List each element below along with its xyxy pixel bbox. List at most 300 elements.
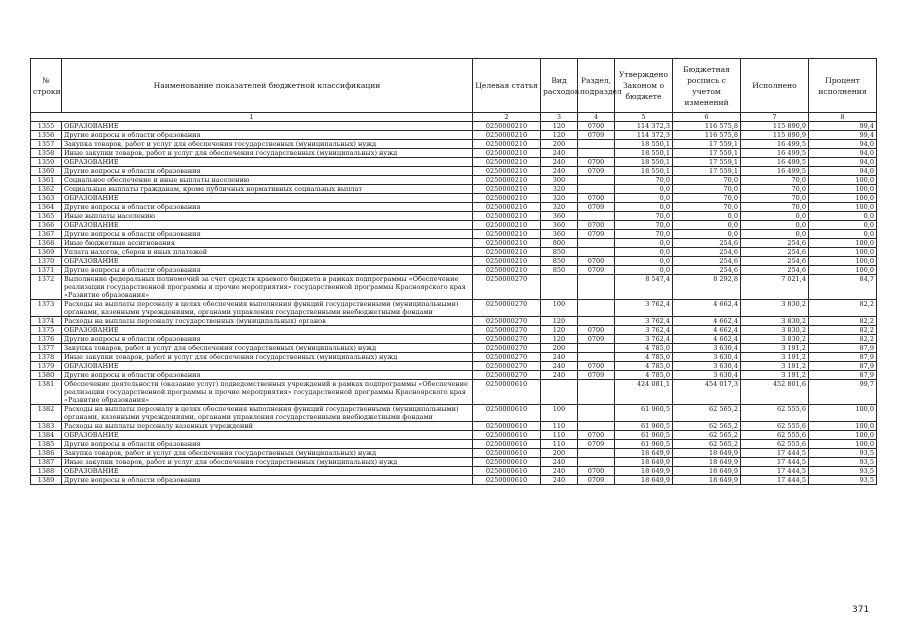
approved-amount: 70,0 xyxy=(615,176,673,185)
schedule-amount: 3 630,4 xyxy=(673,344,741,353)
approved-amount: 8 547,4 xyxy=(615,275,673,300)
executed-amount: 16 499,5 xyxy=(741,158,809,167)
indicator-name: Расходы на выплаты персоналу в целях обеспечения выполнения функций государственными (муниципальными) органами, казенными учреждениями, органами управления государственными внебюджетными фондами xyxy=(62,405,473,422)
section-code xyxy=(578,449,615,458)
executed-amount: 17 444,5 xyxy=(741,449,809,458)
expense-type: 110 xyxy=(541,431,578,440)
execution-percent: 94,0 xyxy=(809,158,877,167)
executed-amount: 115 890,9 xyxy=(741,131,809,140)
section-code xyxy=(578,422,615,431)
expense-type: 800 xyxy=(541,239,578,248)
execution-percent: 82,2 xyxy=(809,335,877,344)
target-article: 0250000210 xyxy=(473,266,541,275)
executed-amount: 3 191,2 xyxy=(741,371,809,380)
target-article: 0250000270 xyxy=(473,335,541,344)
target-article: 0250000610 xyxy=(473,458,541,467)
indicator-name: Другие вопросы в области образования xyxy=(62,371,473,380)
execution-percent: 82,2 xyxy=(809,300,877,317)
approved-amount: 18 550,1 xyxy=(615,140,673,149)
target-article: 0250000270 xyxy=(473,326,541,335)
approved-amount: 18 550,1 xyxy=(615,158,673,167)
execution-percent: 87,9 xyxy=(809,362,877,371)
executed-amount: 3 830,2 xyxy=(741,326,809,335)
executed-amount: 62 555,6 xyxy=(741,440,809,449)
table-row xyxy=(31,476,877,485)
expense-type: 200 xyxy=(541,140,578,149)
schedule-amount: 3 630,4 xyxy=(673,353,741,362)
executed-amount: 70,0 xyxy=(741,185,809,194)
table-row xyxy=(31,440,877,449)
schedule-amount: 62 565,2 xyxy=(673,440,741,449)
row-number: 1386 xyxy=(31,449,62,458)
section-code xyxy=(578,380,615,405)
section-code xyxy=(578,317,615,326)
table-row xyxy=(31,266,877,275)
schedule-amount: 70,0 xyxy=(673,203,741,212)
table-row xyxy=(31,422,877,431)
approved-amount: 18 550,1 xyxy=(615,149,673,158)
column-number: 4 xyxy=(578,113,615,122)
column-number: 3 xyxy=(541,113,578,122)
row-number: 1361 xyxy=(31,176,62,185)
approved-amount: 18 649,9 xyxy=(615,458,673,467)
header-section: Раздел, подраздел xyxy=(578,59,615,113)
schedule-amount: 0,0 xyxy=(673,212,741,221)
expense-type: 120 xyxy=(541,326,578,335)
row-number: 1380 xyxy=(31,371,62,380)
execution-percent: 100,0 xyxy=(809,422,877,431)
row-number: 1359 xyxy=(31,158,62,167)
indicator-name: Обеспечение деятельности (оказание услуг) подведомственных учреждений в рамках подпрограммы «Обеспечение реализации государственной программы и прочие мероприятия» государственной программы Красноярского края «Развитие образования» xyxy=(62,380,473,405)
schedule-amount: 62 565,2 xyxy=(673,431,741,440)
table-row xyxy=(31,212,877,221)
table-row xyxy=(31,203,877,212)
executed-amount: 254,6 xyxy=(741,248,809,257)
indicator-name: Другие вопросы в области образования xyxy=(62,230,473,239)
row-number: 1357 xyxy=(31,140,62,149)
expense-type: 850 xyxy=(541,257,578,266)
expense-type xyxy=(541,275,578,300)
indicator-name: ОБРАЗОВАНИЕ xyxy=(62,326,473,335)
execution-percent: 0,0 xyxy=(809,221,877,230)
target-article: 0250000210 xyxy=(473,122,541,131)
indicator-name: Расходы на выплаты персоналу казенных учреждений xyxy=(62,422,473,431)
schedule-amount: 254,6 xyxy=(673,248,741,257)
row-number: 1366 xyxy=(31,221,62,230)
execution-percent: 87,9 xyxy=(809,344,877,353)
indicator-name: Социальное обеспечение и иные выплаты населению xyxy=(62,176,473,185)
table-row xyxy=(31,221,877,230)
row-number: 1358 xyxy=(31,149,62,158)
schedule-amount: 3 630,4 xyxy=(673,362,741,371)
approved-amount: 61 960,5 xyxy=(615,440,673,449)
executed-amount: 3 191,2 xyxy=(741,362,809,371)
expense-type: 120 xyxy=(541,335,578,344)
indicator-name: Уплата налогов, сборов и иных платежей xyxy=(62,248,473,257)
section-code: 0700 xyxy=(578,158,615,167)
target-article: 0250000210 xyxy=(473,203,541,212)
approved-amount: 61 960,5 xyxy=(615,405,673,422)
expense-type: 100 xyxy=(541,300,578,317)
schedule-amount: 70,0 xyxy=(673,194,741,203)
execution-percent: 0,0 xyxy=(809,230,877,239)
row-number: 1388 xyxy=(31,467,62,476)
row-number: 1362 xyxy=(31,185,62,194)
approved-amount: 114 372,3 xyxy=(615,131,673,140)
section-code xyxy=(578,185,615,194)
schedule-amount: 254,6 xyxy=(673,239,741,248)
executed-amount: 0,0 xyxy=(741,230,809,239)
executed-amount: 17 444,5 xyxy=(741,476,809,485)
target-article: 0250000210 xyxy=(473,176,541,185)
section-code xyxy=(578,212,615,221)
execution-percent: 93,5 xyxy=(809,476,877,485)
target-article: 0250000270 xyxy=(473,344,541,353)
schedule-amount: 18 649,9 xyxy=(673,449,741,458)
table-row xyxy=(31,344,877,353)
executed-amount: 70,0 xyxy=(741,194,809,203)
expense-type: 120 xyxy=(541,317,578,326)
indicator-name: Другие вопросы в области образования xyxy=(62,335,473,344)
schedule-amount: 17 559,1 xyxy=(673,149,741,158)
target-article: 0250000270 xyxy=(473,371,541,380)
table-row xyxy=(31,371,877,380)
table-row xyxy=(31,326,877,335)
row-number: 1363 xyxy=(31,194,62,203)
indicator-name: Иные закупки товаров, работ и услуг для обеспечения государственных (муниципальных) нужд xyxy=(62,458,473,467)
executed-amount: 62 555,6 xyxy=(741,431,809,440)
section-code: 0700 xyxy=(578,431,615,440)
executed-amount: 70,0 xyxy=(741,203,809,212)
target-article: 0250000210 xyxy=(473,167,541,176)
table-row xyxy=(31,458,877,467)
header-indicator-name: Наименование показателей бюджетной классификации xyxy=(62,59,473,113)
approved-amount: 0,0 xyxy=(615,203,673,212)
executed-amount: 452 801,6 xyxy=(741,380,809,405)
approved-amount: 4 785,0 xyxy=(615,353,673,362)
indicator-name: Иные закупки товаров, работ и услуг для обеспечения государственных (муниципальных) нужд xyxy=(62,149,473,158)
schedule-amount: 254,6 xyxy=(673,257,741,266)
approved-amount: 3 762,4 xyxy=(615,300,673,317)
expense-type: 240 xyxy=(541,476,578,485)
executed-amount: 70,0 xyxy=(741,176,809,185)
approved-amount: 3 762,4 xyxy=(615,326,673,335)
row-number: 1385 xyxy=(31,440,62,449)
table-row xyxy=(31,467,877,476)
indicator-name: Закупка товаров, работ и услуг для обеспечения государственных (муниципальных) нужд xyxy=(62,449,473,458)
expense-type: 320 xyxy=(541,185,578,194)
indicator-name: Иные закупки товаров, работ и услуг для обеспечения государственных (муниципальных) нужд xyxy=(62,353,473,362)
expense-type: 120 xyxy=(541,122,578,131)
execution-percent: 100,0 xyxy=(809,257,877,266)
target-article: 0250000270 xyxy=(473,317,541,326)
section-code xyxy=(578,176,615,185)
header-approved: Утверждено Законом о бюджете xyxy=(615,59,673,113)
executed-amount: 17 444,5 xyxy=(741,467,809,476)
indicator-name: ОБРАЗОВАНИЕ xyxy=(62,467,473,476)
target-article: 0250000210 xyxy=(473,230,541,239)
execution-percent: 84,7 xyxy=(809,275,877,300)
row-number: 1365 xyxy=(31,212,62,221)
expense-type: 240 xyxy=(541,167,578,176)
column-number: 5 xyxy=(615,113,673,122)
execution-percent: 99,4 xyxy=(809,122,877,131)
row-number: 1371 xyxy=(31,266,62,275)
row-number: 1382 xyxy=(31,405,62,422)
target-article: 0250000610 xyxy=(473,440,541,449)
execution-percent: 100,0 xyxy=(809,203,877,212)
approved-amount: 114 372,3 xyxy=(615,122,673,131)
indicator-name: Расходы на выплаты персоналу в целях обеспечения выполнения функций государственными (муниципальными) органами, казенными учреждениями, органами управления государственными внебюджетными фондами xyxy=(62,300,473,317)
approved-amount: 0,0 xyxy=(615,248,673,257)
execution-percent: 93,5 xyxy=(809,467,877,476)
executed-amount: 3 191,2 xyxy=(741,353,809,362)
executed-amount: 7 021,4 xyxy=(741,275,809,300)
target-article: 0250000610 xyxy=(473,380,541,405)
target-article: 0250000610 xyxy=(473,449,541,458)
indicator-name: ОБРАЗОВАНИЕ xyxy=(62,431,473,440)
schedule-amount: 17 559,1 xyxy=(673,167,741,176)
expense-type: 240 xyxy=(541,362,578,371)
section-code: 0700 xyxy=(578,194,615,203)
execution-percent: 82,2 xyxy=(809,326,877,335)
indicator-name: Другие вопросы в области образования xyxy=(62,131,473,140)
execution-percent: 94,0 xyxy=(809,140,877,149)
schedule-amount: 70,0 xyxy=(673,176,741,185)
table-row xyxy=(31,449,877,458)
section-code: 0700 xyxy=(578,326,615,335)
target-article: 0250000210 xyxy=(473,257,541,266)
execution-percent: 100,0 xyxy=(809,239,877,248)
executed-amount: 16 499,5 xyxy=(741,167,809,176)
row-number: 1378 xyxy=(31,353,62,362)
approved-amount: 3 762,4 xyxy=(615,335,673,344)
target-article: 0250000210 xyxy=(473,212,541,221)
target-article: 0250000210 xyxy=(473,221,541,230)
column-number: 8 xyxy=(809,113,877,122)
execution-percent: 94,0 xyxy=(809,149,877,158)
executed-amount: 16 499,5 xyxy=(741,149,809,158)
executed-amount: 3 830,2 xyxy=(741,317,809,326)
executed-amount: 62 555,6 xyxy=(741,422,809,431)
approved-amount: 70,0 xyxy=(615,212,673,221)
indicator-name: ОБРАЗОВАНИЕ xyxy=(62,122,473,131)
indicator-name: ОБРАЗОВАНИЕ xyxy=(62,194,473,203)
row-number: 1376 xyxy=(31,335,62,344)
section-code: 0709 xyxy=(578,203,615,212)
section-code xyxy=(578,248,615,257)
indicator-name: Иные бюджетные ассигнования xyxy=(62,239,473,248)
table-row xyxy=(31,185,877,194)
row-number: 1374 xyxy=(31,317,62,326)
target-article: 0250000210 xyxy=(473,149,541,158)
header-budget-schedule: Бюджетная роспись с учетом изменений xyxy=(673,59,741,113)
table-row xyxy=(31,158,877,167)
table-row xyxy=(31,362,877,371)
column-number: 2 xyxy=(473,113,541,122)
target-article: 0250000610 xyxy=(473,405,541,422)
execution-percent: 99,7 xyxy=(809,380,877,405)
indicator-name: Социальные выплаты гражданам, кроме публичных нормативных социальных выплат xyxy=(62,185,473,194)
schedule-amount: 8 292,8 xyxy=(673,275,741,300)
indicator-name: ОБРАЗОВАНИЕ xyxy=(62,257,473,266)
table-row xyxy=(31,131,877,140)
target-article: 0250000610 xyxy=(473,476,541,485)
budget-table xyxy=(30,58,877,485)
execution-percent: 100,0 xyxy=(809,431,877,440)
expense-type: 240 xyxy=(541,353,578,362)
schedule-amount: 62 565,2 xyxy=(673,422,741,431)
row-number: 1356 xyxy=(31,131,62,140)
execution-percent: 87,9 xyxy=(809,353,877,362)
section-code: 0700 xyxy=(578,362,615,371)
header-executed: Исполнено xyxy=(741,59,809,113)
table-row xyxy=(31,149,877,158)
section-code xyxy=(578,140,615,149)
table-row xyxy=(31,257,877,266)
target-article: 0250000270 xyxy=(473,300,541,317)
section-code xyxy=(578,239,615,248)
section-code: 0709 xyxy=(578,266,615,275)
table-row xyxy=(31,380,877,405)
expense-type: 240 xyxy=(541,467,578,476)
execution-percent: 87,9 xyxy=(809,371,877,380)
table-row xyxy=(31,317,877,326)
header-row-number: № строки xyxy=(31,59,62,113)
table-row xyxy=(31,230,877,239)
indicator-name: Другие вопросы в области образования xyxy=(62,203,473,212)
target-article: 0250000210 xyxy=(473,140,541,149)
expense-type: 240 xyxy=(541,458,578,467)
executed-amount: 3 830,2 xyxy=(741,300,809,317)
section-code xyxy=(578,405,615,422)
approved-amount: 4 785,0 xyxy=(615,362,673,371)
column-number-row xyxy=(31,113,877,122)
schedule-amount: 4 662,4 xyxy=(673,317,741,326)
approved-amount: 424 081,1 xyxy=(615,380,673,405)
schedule-amount: 116 575,8 xyxy=(673,122,741,131)
row-number: 1381 xyxy=(31,380,62,405)
execution-percent: 93,5 xyxy=(809,458,877,467)
schedule-amount: 4 662,4 xyxy=(673,335,741,344)
table-row xyxy=(31,248,877,257)
expense-type: 240 xyxy=(541,158,578,167)
table-row xyxy=(31,140,877,149)
schedule-amount: 4 662,4 xyxy=(673,326,741,335)
execution-percent: 100,0 xyxy=(809,185,877,194)
executed-amount: 254,6 xyxy=(741,257,809,266)
section-code xyxy=(578,300,615,317)
schedule-amount: 17 559,1 xyxy=(673,140,741,149)
header-expense-type: Вид расходов xyxy=(541,59,578,113)
section-code: 0709 xyxy=(578,335,615,344)
column-number: 6 xyxy=(673,113,741,122)
expense-type: 360 xyxy=(541,230,578,239)
approved-amount: 70,0 xyxy=(615,221,673,230)
execution-percent: 0,0 xyxy=(809,212,877,221)
approved-amount: 61 960,5 xyxy=(615,422,673,431)
expense-type: 110 xyxy=(541,440,578,449)
approved-amount: 3 762,4 xyxy=(615,317,673,326)
schedule-amount: 62 565,2 xyxy=(673,405,741,422)
approved-amount: 70,0 xyxy=(615,230,673,239)
execution-percent: 100,0 xyxy=(809,248,877,257)
indicator-name: Закупка товаров, работ и услуг для обеспечения государственных (муниципальных) нужд xyxy=(62,140,473,149)
approved-amount: 18 649,9 xyxy=(615,476,673,485)
header-row xyxy=(31,59,877,113)
execution-percent: 100,0 xyxy=(809,266,877,275)
expense-type: 240 xyxy=(541,371,578,380)
table-row xyxy=(31,431,877,440)
section-code: 0700 xyxy=(578,122,615,131)
executed-amount: 16 499,5 xyxy=(741,140,809,149)
schedule-amount: 4 662,4 xyxy=(673,300,741,317)
schedule-amount: 116 575,8 xyxy=(673,131,741,140)
approved-amount: 18 649,9 xyxy=(615,467,673,476)
schedule-amount: 18 649,9 xyxy=(673,458,741,467)
execution-percent: 100,0 xyxy=(809,440,877,449)
expense-type xyxy=(541,380,578,405)
section-code: 0709 xyxy=(578,371,615,380)
target-article: 0250000610 xyxy=(473,431,541,440)
table-row xyxy=(31,353,877,362)
row-number: 1372 xyxy=(31,275,62,300)
target-article: 0250000270 xyxy=(473,275,541,300)
table-row xyxy=(31,176,877,185)
section-code: 0709 xyxy=(578,230,615,239)
expense-type: 200 xyxy=(541,449,578,458)
row-number: 1379 xyxy=(31,362,62,371)
execution-percent: 93,5 xyxy=(809,449,877,458)
expense-type: 200 xyxy=(541,344,578,353)
row-number: 1368 xyxy=(31,239,62,248)
target-article: 0250000270 xyxy=(473,353,541,362)
target-article: 0250000210 xyxy=(473,239,541,248)
section-code xyxy=(578,458,615,467)
approved-amount: 4 785,0 xyxy=(615,344,673,353)
executed-amount: 3 830,2 xyxy=(741,335,809,344)
section-code xyxy=(578,353,615,362)
schedule-amount: 70,0 xyxy=(673,185,741,194)
approved-amount: 0,0 xyxy=(615,266,673,275)
approved-amount: 0,0 xyxy=(615,194,673,203)
table-row xyxy=(31,405,877,422)
indicator-name: Другие вопросы в области образования xyxy=(62,167,473,176)
column-number: 7 xyxy=(741,113,809,122)
expense-type: 320 xyxy=(541,203,578,212)
table-row xyxy=(31,300,877,317)
indicator-name: Другие вопросы в области образования xyxy=(62,440,473,449)
execution-percent: 82,2 xyxy=(809,317,877,326)
row-number: 1369 xyxy=(31,248,62,257)
indicator-name: Иные выплаты населению xyxy=(62,212,473,221)
expense-type: 850 xyxy=(541,248,578,257)
section-code xyxy=(578,149,615,158)
indicator-name: Другие вопросы в области образования xyxy=(62,476,473,485)
executed-amount: 3 191,2 xyxy=(741,344,809,353)
section-code: 0700 xyxy=(578,257,615,266)
table-row xyxy=(31,239,877,248)
approved-amount: 0,0 xyxy=(615,257,673,266)
schedule-amount: 454 017,3 xyxy=(673,380,741,405)
approved-amount: 18 550,1 xyxy=(615,167,673,176)
schedule-amount: 17 559,1 xyxy=(673,158,741,167)
executed-amount: 62 555,6 xyxy=(741,405,809,422)
schedule-amount: 18 649,9 xyxy=(673,467,741,476)
execution-percent: 100,0 xyxy=(809,405,877,422)
indicator-name: ОБРАЗОВАНИЕ xyxy=(62,158,473,167)
target-article: 0250000610 xyxy=(473,422,541,431)
